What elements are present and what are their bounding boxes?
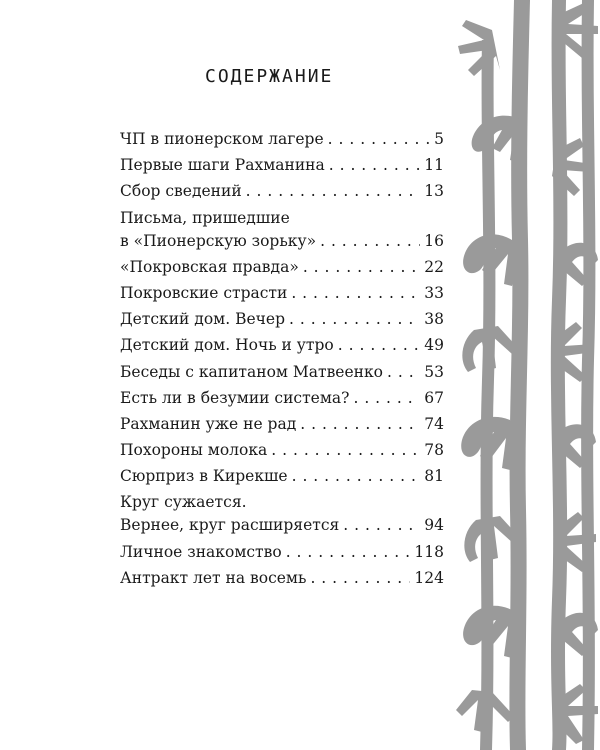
toc-entry[interactable] xyxy=(120,439,444,462)
toc-entry-page: 22 xyxy=(424,257,444,276)
toc-entry-title: «Покровская правда» xyxy=(120,257,299,276)
toc-entry-title: Беседы с капитаном Матвеенко xyxy=(120,362,383,381)
dot-leader xyxy=(286,541,411,564)
toc-entry[interactable] xyxy=(120,541,444,564)
toc-entry-title: Личное знакомство xyxy=(120,542,282,561)
shadow-hands-illustration xyxy=(452,0,600,750)
toc-entry[interactable] xyxy=(120,334,444,357)
table-of-contents xyxy=(120,128,444,593)
toc-entry-title: Детский дом. Вечер xyxy=(120,310,285,329)
toc-entry-page: 38 xyxy=(424,310,444,329)
dot-leader xyxy=(320,230,420,253)
toc-entry-page: 49 xyxy=(424,336,444,355)
toc-entry[interactable] xyxy=(120,154,444,177)
toc-entry[interactable] xyxy=(120,567,444,590)
toc-entry-page: 11 xyxy=(424,156,444,175)
dot-leader xyxy=(343,514,420,537)
toc-entry-page: 124 xyxy=(414,568,444,587)
toc-entry-title: Антракт лет на восемь xyxy=(120,568,307,587)
toc-entry[interactable] xyxy=(120,256,444,279)
toc-entry-title: Первые шаги Рахманина xyxy=(120,156,325,175)
dot-leader xyxy=(338,334,421,357)
toc-entry[interactable] xyxy=(120,413,444,436)
toc-entry[interactable] xyxy=(120,387,444,410)
toc-entry[interactable] xyxy=(120,128,444,151)
toc-entry-title: Покровские страсти xyxy=(120,283,288,302)
toc-entry-page: 74 xyxy=(424,414,444,433)
dot-leader xyxy=(329,154,421,177)
toc-entry-title: Есть ли в безумии система? xyxy=(120,388,350,407)
toc-entry[interactable] xyxy=(120,491,444,537)
dot-leader xyxy=(246,180,421,203)
toc-entry-title: Сюрприз в Кирекше xyxy=(120,467,288,486)
toc-entry[interactable] xyxy=(120,465,444,488)
toc-entry-page: 5 xyxy=(434,130,444,148)
toc-entry-title: Рахманин уже не рад xyxy=(120,414,297,433)
dot-leader xyxy=(353,387,420,410)
toc-entry-page: 67 xyxy=(424,388,444,407)
toc-entry-page: 81 xyxy=(424,467,444,486)
toc-entry[interactable] xyxy=(120,308,444,331)
toc-entry-page: 118 xyxy=(414,542,444,561)
toc-entry-page: 13 xyxy=(424,182,444,201)
toc-entry-title: Сбор сведений xyxy=(120,182,242,201)
dot-leader xyxy=(387,361,420,384)
toc-entry[interactable] xyxy=(120,207,444,253)
toc-entry-page: 94 xyxy=(424,516,444,535)
toc-entry-title-first-line: Письма, пришедшие xyxy=(120,208,290,227)
toc-entry-title: ЧП в пионерском лагере xyxy=(120,130,324,148)
dot-leader xyxy=(300,413,420,436)
toc-entry[interactable] xyxy=(120,361,444,384)
toc-entry-title-first-line: Круг сужается. xyxy=(120,493,247,512)
toc-entry-page: 16 xyxy=(424,231,444,250)
toc-entry-page: 53 xyxy=(424,362,444,381)
dot-leader xyxy=(310,567,410,590)
toc-entry[interactable] xyxy=(120,180,444,203)
dot-leader xyxy=(328,128,430,151)
dot-leader xyxy=(289,308,420,331)
toc-entry-title: в «Пионерскую зорьку» xyxy=(120,231,317,250)
dot-leader xyxy=(292,465,421,488)
dot-leader xyxy=(291,282,420,305)
toc-entry-title: Похороны молока xyxy=(120,441,268,460)
toc-entry-title: Вернее, круг расширяется xyxy=(120,516,340,535)
page-title: СОДЕРЖАНИЕ xyxy=(205,66,334,87)
toc-entry-title: Детский дом. Ночь и утро xyxy=(120,336,334,355)
toc-entry-page: 78 xyxy=(424,441,444,460)
dot-leader xyxy=(303,256,420,279)
dot-leader xyxy=(271,439,420,462)
toc-entry[interactable] xyxy=(120,282,444,305)
toc-entry-page: 33 xyxy=(424,283,444,302)
